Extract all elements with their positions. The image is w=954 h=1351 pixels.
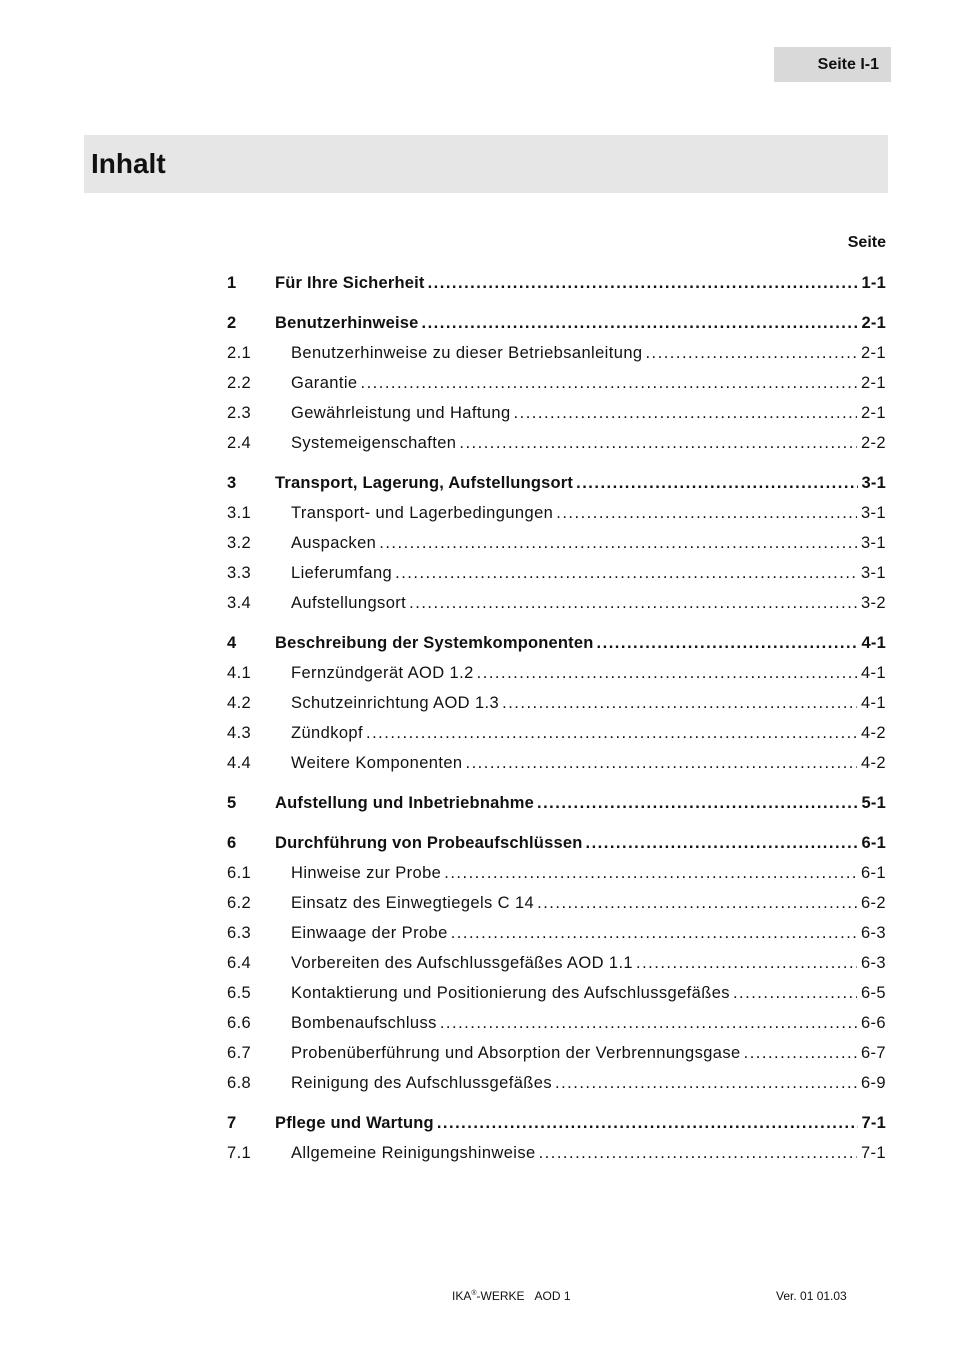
toc-entry-page: 6-3 xyxy=(860,954,886,972)
footer-model: AOD 1 xyxy=(534,1289,571,1303)
dot-leader xyxy=(733,978,857,1008)
toc-entry-number: 6.5 xyxy=(227,984,252,1002)
toc-entry-title: Für Ihre Sicherheit xyxy=(275,274,425,292)
toc-entry-number: 6.3 xyxy=(227,924,252,942)
toc-entry-page: 4-1 xyxy=(860,664,886,682)
toc-entry-number: 2.2 xyxy=(227,374,252,392)
toc-entry-title-wrap xyxy=(275,828,858,858)
toc-entry-title-wrap xyxy=(275,308,858,338)
toc-entry-number: 1 xyxy=(227,274,237,292)
toc-entry-number: 4.1 xyxy=(227,664,252,682)
dot-leader xyxy=(361,368,857,398)
toc-entry-page: 6-6 xyxy=(860,1014,886,1032)
table-of-contents xyxy=(227,268,886,1168)
toc-entry-page: 6-7 xyxy=(860,1044,886,1062)
toc-entry-number: 3.1 xyxy=(227,504,252,522)
dot-leader xyxy=(428,268,858,298)
page-column-heading: Seite xyxy=(847,234,886,251)
toc-entry-title: Aufstellungsort xyxy=(291,594,407,612)
toc-entry-title-wrap xyxy=(291,658,857,688)
toc-entry-page: 5-1 xyxy=(861,794,886,812)
toc-entry-title: Durchführung von Probeaufschlüssen xyxy=(275,834,583,852)
toc-entry-number: 6.2 xyxy=(227,894,252,912)
toc-section-row[interactable] xyxy=(227,948,886,978)
toc-section-row[interactable] xyxy=(227,748,886,778)
toc-entry-page: 6-5 xyxy=(860,984,886,1002)
toc-entry-title-wrap xyxy=(275,1108,858,1138)
toc-entry-title-wrap xyxy=(291,858,857,888)
toc-entry-title: Lieferumfang xyxy=(291,564,393,582)
toc-entry-title-wrap xyxy=(291,528,857,558)
toc-entry-title: Transport, Lagerung, Aufstellungsort xyxy=(275,474,574,492)
toc-entry-number: 4.2 xyxy=(227,694,252,712)
toc-chapter-row[interactable] xyxy=(227,308,886,338)
toc-entry-title: Reinigung des Aufschlussgefäßes xyxy=(291,1074,552,1092)
toc-entry-title-wrap xyxy=(291,338,857,368)
toc-chapter-row[interactable] xyxy=(227,1108,886,1138)
toc-entry-number: 2.1 xyxy=(227,344,252,362)
toc-entry-page: 2-2 xyxy=(860,434,886,452)
toc-chapter-row[interactable] xyxy=(227,468,886,498)
toc-entry-title-wrap xyxy=(291,748,857,778)
toc-section-row[interactable] xyxy=(227,978,886,1008)
toc-entry-title: Aufstellung und Inbetriebnahme xyxy=(275,794,535,812)
toc-chapter-row[interactable] xyxy=(227,628,886,658)
toc-entry-number: 6.1 xyxy=(227,864,252,882)
toc-entry-page: 1-1 xyxy=(861,274,886,292)
toc-section-row[interactable] xyxy=(227,718,886,748)
toc-entry-page: 6-2 xyxy=(860,894,886,912)
toc-entry-page: 4-2 xyxy=(860,724,886,742)
toc-chapter-row[interactable] xyxy=(227,788,886,818)
toc-entry-number: 2.4 xyxy=(227,434,252,452)
toc-entry-page: 3-1 xyxy=(860,564,886,582)
toc-section-row[interactable] xyxy=(227,368,886,398)
dot-leader xyxy=(576,468,857,498)
toc-entry-number: 7.1 xyxy=(227,1144,252,1162)
dot-leader xyxy=(586,828,858,858)
toc-entry-title-wrap xyxy=(291,688,857,718)
dot-leader xyxy=(537,888,857,918)
toc-entry-title: Probenüberführung und Absorption der Verbrennungsgase xyxy=(291,1044,741,1062)
toc-entry-number: 2 xyxy=(227,314,237,332)
toc-entry-title: Vorbereiten des Aufschlussgefäßes AOD 1.1 xyxy=(291,954,634,972)
toc-entry-page: 3-1 xyxy=(860,504,886,522)
toc-entry-page: 2-1 xyxy=(860,344,886,362)
page-title: Inhalt xyxy=(91,148,166,179)
dot-leader xyxy=(597,628,858,658)
toc-entry-number: 6.8 xyxy=(227,1074,252,1092)
toc-entry-page: 7-1 xyxy=(860,1144,886,1162)
toc-entry-page: 3-1 xyxy=(860,534,886,552)
toc-entry-title-wrap xyxy=(291,498,857,528)
toc-section-row[interactable] xyxy=(227,688,886,718)
toc-entry-page: 7-1 xyxy=(861,1114,886,1132)
toc-entry-page: 2-1 xyxy=(860,404,886,422)
toc-section-row[interactable] xyxy=(227,858,886,888)
toc-chapter-row[interactable] xyxy=(227,268,886,298)
toc-entry-number: 3.2 xyxy=(227,534,252,552)
dot-leader xyxy=(459,428,857,458)
toc-section-row[interactable] xyxy=(227,398,886,428)
toc-entry-title: Benutzerhinweise xyxy=(275,314,419,332)
toc-entry-page: 4-1 xyxy=(860,694,886,712)
dot-leader xyxy=(477,658,857,688)
toc-entry-title: Pflege und Wartung xyxy=(275,1114,434,1132)
dot-leader xyxy=(451,918,857,948)
toc-entry-title: Allgemeine Reinigungshinweise xyxy=(291,1144,536,1162)
toc-entry-title-wrap xyxy=(291,1068,857,1098)
toc-entry-title: Bombenaufschluss xyxy=(291,1014,437,1032)
dot-leader xyxy=(555,1068,857,1098)
toc-entry-page: 6-1 xyxy=(860,864,886,882)
toc-entry-title-wrap xyxy=(291,918,857,948)
dot-leader xyxy=(537,788,858,818)
toc-entry-title: Transport- und Lagerbedingungen xyxy=(291,504,554,522)
toc-entry-title: Gewährleistung und Haftung xyxy=(291,404,511,422)
toc-section-row[interactable] xyxy=(227,498,886,528)
toc-entry-title: Schutzeinrichtung AOD 1.3 xyxy=(291,694,500,712)
toc-section-row[interactable] xyxy=(227,888,886,918)
toc-entry-title-wrap xyxy=(291,428,857,458)
toc-entry-title: Systemeigenschaften xyxy=(291,434,457,452)
toc-entry-number: 7 xyxy=(227,1114,237,1132)
toc-entry-number: 4.4 xyxy=(227,754,252,772)
toc-entry-number: 2.3 xyxy=(227,404,252,422)
dot-leader xyxy=(444,858,857,888)
dot-leader xyxy=(539,1138,857,1168)
dot-leader xyxy=(440,1008,857,1038)
toc-entry-title: Benutzerhinweise zu dieser Betriebsanleitung xyxy=(291,344,643,362)
toc-entry-title-wrap xyxy=(275,268,858,298)
page-number-badge: Seite I-1 xyxy=(774,47,891,82)
toc-section-row[interactable] xyxy=(227,1068,886,1098)
toc-entry-title: Zündkopf xyxy=(291,724,363,742)
dot-leader xyxy=(366,718,857,748)
toc-entry-page: 2-1 xyxy=(861,314,886,332)
dot-leader xyxy=(409,588,857,618)
toc-entry-title: Beschreibung der Systemkomponenten xyxy=(275,634,594,652)
toc-section-row[interactable] xyxy=(227,428,886,458)
registered-mark: ® xyxy=(471,1290,477,1297)
footer-product xyxy=(452,1289,571,1303)
dot-leader xyxy=(379,528,857,558)
toc-entry-number: 3.4 xyxy=(227,594,252,612)
dot-leader xyxy=(514,398,857,428)
toc-entry-number: 6.7 xyxy=(227,1044,252,1062)
toc-entry-number: 6.6 xyxy=(227,1014,252,1032)
toc-entry-title-wrap xyxy=(291,1038,857,1068)
dot-leader xyxy=(636,948,857,978)
dot-leader xyxy=(395,558,857,588)
toc-entry-title-wrap xyxy=(291,978,857,1008)
toc-section-row[interactable] xyxy=(227,658,886,688)
dot-leader xyxy=(437,1108,858,1138)
toc-entry-title-wrap xyxy=(275,788,858,818)
toc-entry-title: Weitere Komponenten xyxy=(291,754,463,772)
toc-entry-page: 6-1 xyxy=(861,834,886,852)
toc-section-row[interactable] xyxy=(227,1138,886,1168)
footer-brand: IKA xyxy=(452,1289,472,1303)
toc-entry-page: 3-1 xyxy=(861,474,886,492)
toc-entry-number: 5 xyxy=(227,794,237,812)
toc-entry-title-wrap xyxy=(275,628,858,658)
toc-entry-title: Einsatz des Einwegtiegels C 14 xyxy=(291,894,535,912)
toc-entry-title: Kontaktierung und Positionierung des Aufschlussgefäßes xyxy=(291,984,730,1002)
toc-entry-title: Hinweise zur Probe xyxy=(291,864,442,882)
toc-entry-number: 4 xyxy=(227,634,237,652)
toc-entry-page: 3-2 xyxy=(860,594,886,612)
toc-entry-title-wrap xyxy=(291,368,857,398)
toc-section-row[interactable] xyxy=(227,338,886,368)
toc-section-row[interactable] xyxy=(227,558,886,588)
toc-entry-title-wrap xyxy=(291,948,857,978)
toc-entry-title-wrap xyxy=(291,1138,857,1168)
dot-leader xyxy=(556,498,857,528)
toc-section-row[interactable] xyxy=(227,1008,886,1038)
toc-entry-title: Einwaage der Probe xyxy=(291,924,448,942)
dot-leader xyxy=(645,338,856,368)
toc-section-row[interactable] xyxy=(227,918,886,948)
toc-entry-title: Auspacken xyxy=(291,534,377,552)
footer-brand-suffix: -WERKE xyxy=(476,1289,525,1303)
dot-leader xyxy=(421,308,857,338)
toc-section-row[interactable] xyxy=(227,1038,886,1068)
toc-chapter-row[interactable] xyxy=(227,828,886,858)
toc-section-row[interactable] xyxy=(227,588,886,618)
toc-section-row[interactable] xyxy=(227,528,886,558)
toc-entry-page: 6-3 xyxy=(860,924,886,942)
title-bar xyxy=(84,135,888,193)
toc-entry-title-wrap xyxy=(291,1008,857,1038)
toc-entry-page: 4-1 xyxy=(861,634,886,652)
toc-entry-number: 3 xyxy=(227,474,237,492)
footer-version: Ver. 01 01.03 xyxy=(776,1289,847,1303)
toc-entry-title: Garantie xyxy=(291,374,358,392)
toc-entry-page: 4-2 xyxy=(860,754,886,772)
dot-leader xyxy=(744,1038,857,1068)
toc-entry-title-wrap xyxy=(291,558,857,588)
toc-entry-title-wrap xyxy=(291,398,857,428)
toc-entry-title-wrap xyxy=(275,468,858,498)
toc-entry-page: 2-1 xyxy=(860,374,886,392)
toc-entry-number: 3.3 xyxy=(227,564,252,582)
toc-entry-page: 6-9 xyxy=(860,1074,886,1092)
toc-entry-number: 6 xyxy=(227,834,237,852)
toc-entry-title-wrap xyxy=(291,588,857,618)
dot-leader xyxy=(502,688,857,718)
toc-entry-title: Fernzündgerät AOD 1.2 xyxy=(291,664,474,682)
dot-leader xyxy=(465,748,856,778)
toc-entry-number: 6.4 xyxy=(227,954,252,972)
toc-entry-title-wrap xyxy=(291,888,857,918)
toc-entry-number: 4.3 xyxy=(227,724,252,742)
toc-entry-title-wrap xyxy=(291,718,857,748)
